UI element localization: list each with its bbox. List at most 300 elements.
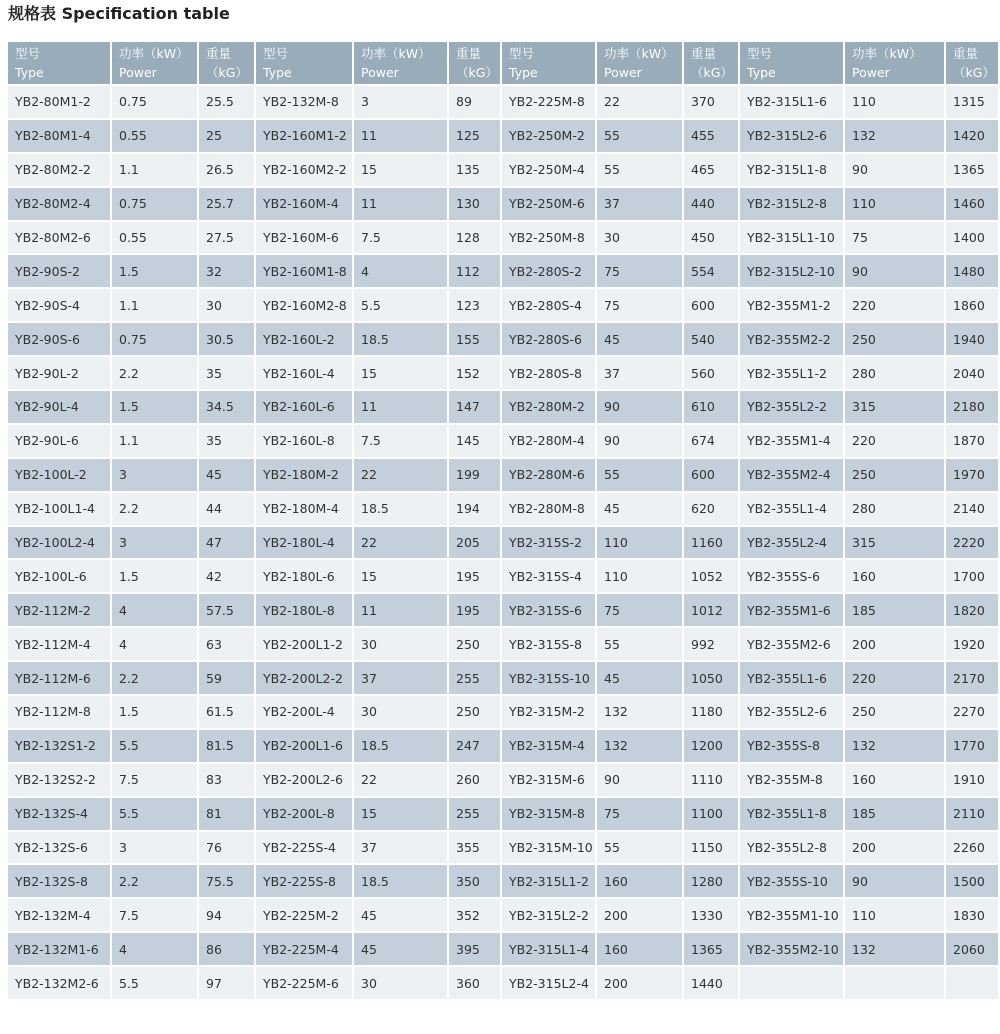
type-cell: YB2-355M1-2 <box>740 289 845 323</box>
weight-cell: 250 <box>449 696 502 730</box>
type-cell: YB2-90S-4 <box>8 289 112 323</box>
weight-cell: 1820 <box>946 594 1000 628</box>
weight-cell: 125 <box>449 120 502 154</box>
weight-cell: 152 <box>449 357 502 391</box>
weight-cell: 59 <box>199 662 256 696</box>
type-cell: YB2-315L2-8 <box>740 188 845 222</box>
weight-cell: 1365 <box>684 933 740 967</box>
type-cell: YB2-355M2-2 <box>740 323 845 357</box>
power-cell: 5.5 <box>112 967 199 1001</box>
power-cell: 315 <box>845 391 946 425</box>
weight-cell: 195 <box>449 594 502 628</box>
power-cell: 200 <box>845 628 946 662</box>
type-cell: YB2-355S-10 <box>740 865 845 899</box>
power-cell: 0.75 <box>112 323 199 357</box>
weight-cell: 1280 <box>684 865 740 899</box>
type-cell: YB2-355M1-10 <box>740 899 845 933</box>
table-row <box>8 222 1000 256</box>
type-cell: YB2-160L-8 <box>256 425 354 459</box>
weight-cell: 135 <box>449 154 502 188</box>
type-cell: YB2-90S-6 <box>8 323 112 357</box>
type-cell: YB2-90S-2 <box>8 255 112 289</box>
type-cell: YB2-315S-10 <box>502 662 597 696</box>
weight-cell: 1480 <box>946 255 1000 289</box>
power-cell: 37 <box>597 188 684 222</box>
type-cell: YB2-200L1-6 <box>256 730 354 764</box>
type-cell: YB2-315S-4 <box>502 560 597 594</box>
type-cell: YB2-315L2-4 <box>502 967 597 1001</box>
header-power-en: Power <box>361 65 399 80</box>
type-cell: YB2-315M-4 <box>502 730 597 764</box>
power-cell: 220 <box>845 289 946 323</box>
weight-cell: 355 <box>449 832 502 866</box>
weight-cell: 2140 <box>946 493 1000 527</box>
type-cell: YB2-250M-6 <box>502 188 597 222</box>
header-type-en: Type <box>263 65 292 80</box>
type-cell: YB2-355L2-8 <box>740 832 845 866</box>
power-cell: 37 <box>354 662 449 696</box>
weight-cell: 1330 <box>684 899 740 933</box>
weight-cell: 25 <box>199 120 256 154</box>
header-power-en: Power <box>604 65 642 80</box>
header-type <box>740 42 845 86</box>
type-cell: YB2-180M-4 <box>256 493 354 527</box>
weight-cell: 81.5 <box>199 730 256 764</box>
header-weight-cn: 重量 <box>456 46 482 61</box>
weight-cell: 123 <box>449 289 502 323</box>
type-cell: YB2-80M2-6 <box>8 222 112 256</box>
table-header <box>8 42 1000 86</box>
type-cell: YB2-225S-8 <box>256 865 354 899</box>
header-type-cn: 型号 <box>747 46 773 61</box>
type-cell: YB2-315L1-8 <box>740 154 845 188</box>
type-cell: YB2-355M2-10 <box>740 933 845 967</box>
type-cell: YB2-355L1-8 <box>740 798 845 832</box>
power-cell: 1.5 <box>112 696 199 730</box>
empty-cell <box>845 967 946 1001</box>
power-cell: 45 <box>597 662 684 696</box>
power-cell: 90 <box>597 764 684 798</box>
header-power-cn: 功率（kW） <box>852 46 922 61</box>
weight-cell: 89 <box>449 86 502 120</box>
table-row <box>8 662 1000 696</box>
power-cell: 110 <box>845 86 946 120</box>
weight-cell: 2040 <box>946 357 1000 391</box>
power-cell: 5.5 <box>354 289 449 323</box>
header-weight-cn: 重量 <box>691 46 717 61</box>
power-cell: 7.5 <box>354 222 449 256</box>
type-cell: YB2-90L-6 <box>8 425 112 459</box>
weight-cell: 128 <box>449 222 502 256</box>
weight-cell: 199 <box>449 459 502 493</box>
weight-cell: 97 <box>199 967 256 1001</box>
type-cell: YB2-355M1-6 <box>740 594 845 628</box>
power-cell: 11 <box>354 188 449 222</box>
spec-table <box>8 42 1000 1001</box>
type-cell: YB2-355L1-6 <box>740 662 845 696</box>
type-cell: YB2-355L1-4 <box>740 493 845 527</box>
power-cell: 185 <box>845 798 946 832</box>
weight-cell: 30.5 <box>199 323 256 357</box>
weight-cell: 1150 <box>684 832 740 866</box>
weight-cell: 370 <box>684 86 740 120</box>
weight-cell: 1200 <box>684 730 740 764</box>
power-cell: 90 <box>597 425 684 459</box>
power-cell: 160 <box>845 764 946 798</box>
page-title: 规格表 Specification table <box>8 4 230 23</box>
type-cell: YB2-160L-6 <box>256 391 354 425</box>
type-cell: YB2-315L1-4 <box>502 933 597 967</box>
weight-cell: 455 <box>684 120 740 154</box>
weight-cell: 47 <box>199 527 256 561</box>
power-cell: 30 <box>597 222 684 256</box>
power-cell: 18.5 <box>354 865 449 899</box>
type-cell: YB2-112M-8 <box>8 696 112 730</box>
weight-cell: 205 <box>449 527 502 561</box>
weight-cell: 1770 <box>946 730 1000 764</box>
type-cell: YB2-315S-2 <box>502 527 597 561</box>
power-cell: 220 <box>845 662 946 696</box>
table-row <box>8 628 1000 662</box>
table-row <box>8 865 1000 899</box>
type-cell: YB2-132M2-6 <box>8 967 112 1001</box>
power-cell: 2.2 <box>112 662 199 696</box>
weight-cell: 600 <box>684 289 740 323</box>
power-cell: 7.5 <box>112 764 199 798</box>
type-cell: YB2-250M-2 <box>502 120 597 154</box>
weight-cell: 25.7 <box>199 188 256 222</box>
power-cell: 22 <box>354 527 449 561</box>
type-cell: YB2-315L1-10 <box>740 222 845 256</box>
type-cell: YB2-355M2-6 <box>740 628 845 662</box>
weight-cell: 2110 <box>946 798 1000 832</box>
type-cell: YB2-280S-4 <box>502 289 597 323</box>
type-cell: YB2-80M1-4 <box>8 120 112 154</box>
table-row <box>8 391 1000 425</box>
weight-cell: 1420 <box>946 120 1000 154</box>
header-type-en: Type <box>509 65 538 80</box>
type-cell: YB2-225S-4 <box>256 832 354 866</box>
type-cell: YB2-280M-8 <box>502 493 597 527</box>
power-cell: 2.2 <box>112 357 199 391</box>
weight-cell: 61.5 <box>199 696 256 730</box>
power-cell: 160 <box>597 933 684 967</box>
weight-cell: 83 <box>199 764 256 798</box>
type-cell: YB2-315M-2 <box>502 696 597 730</box>
power-cell: 4 <box>112 628 199 662</box>
power-cell: 0.75 <box>112 86 199 120</box>
type-cell: YB2-250M-8 <box>502 222 597 256</box>
table-row <box>8 86 1000 120</box>
type-cell: YB2-80M2-2 <box>8 154 112 188</box>
type-cell: YB2-160M1-8 <box>256 255 354 289</box>
weight-cell: 27.5 <box>199 222 256 256</box>
table-row <box>8 967 1000 1001</box>
type-cell: YB2-355S-8 <box>740 730 845 764</box>
type-cell: YB2-132S2-2 <box>8 764 112 798</box>
power-cell: 160 <box>845 560 946 594</box>
power-cell: 18.5 <box>354 323 449 357</box>
power-cell: 11 <box>354 120 449 154</box>
weight-cell: 395 <box>449 933 502 967</box>
type-cell: YB2-180L-4 <box>256 527 354 561</box>
table-body <box>8 86 1000 1001</box>
header-row <box>8 42 1000 86</box>
weight-cell: 1910 <box>946 764 1000 798</box>
weight-cell: 2270 <box>946 696 1000 730</box>
table-row <box>8 560 1000 594</box>
type-cell: YB2-132M1-6 <box>8 933 112 967</box>
type-cell: YB2-355M2-4 <box>740 459 845 493</box>
type-cell: YB2-315L1-6 <box>740 86 845 120</box>
power-cell: 132 <box>845 730 946 764</box>
table-row <box>8 527 1000 561</box>
power-cell: 75 <box>597 255 684 289</box>
weight-cell: 247 <box>449 730 502 764</box>
power-cell: 45 <box>354 899 449 933</box>
power-cell: 30 <box>354 696 449 730</box>
type-cell: YB2-225M-4 <box>256 933 354 967</box>
table-row <box>8 730 1000 764</box>
header-power-en: Power <box>852 65 890 80</box>
power-cell: 2.2 <box>112 865 199 899</box>
type-cell: YB2-200L2-2 <box>256 662 354 696</box>
power-cell: 250 <box>845 459 946 493</box>
header-weight <box>946 42 1000 86</box>
type-cell: YB2-200L2-6 <box>256 764 354 798</box>
weight-cell: 450 <box>684 222 740 256</box>
type-cell: YB2-315S-8 <box>502 628 597 662</box>
power-cell: 220 <box>845 425 946 459</box>
weight-cell: 255 <box>449 662 502 696</box>
weight-cell: 81 <box>199 798 256 832</box>
weight-cell: 1940 <box>946 323 1000 357</box>
power-cell: 90 <box>845 154 946 188</box>
power-cell: 90 <box>597 391 684 425</box>
header-power-en: Power <box>119 65 157 80</box>
weight-cell: 2180 <box>946 391 1000 425</box>
type-cell: YB2-160L-4 <box>256 357 354 391</box>
type-cell: YB2-200L-8 <box>256 798 354 832</box>
type-cell: YB2-315L1-2 <box>502 865 597 899</box>
header-type <box>502 42 597 86</box>
power-cell: 250 <box>845 696 946 730</box>
type-cell: YB2-100L-2 <box>8 459 112 493</box>
power-cell: 132 <box>845 120 946 154</box>
type-cell: YB2-160M2-2 <box>256 154 354 188</box>
type-cell: YB2-132M-4 <box>8 899 112 933</box>
power-cell: 110 <box>597 560 684 594</box>
weight-cell: 30 <box>199 289 256 323</box>
weight-cell: 42 <box>199 560 256 594</box>
header-power-cn: 功率（kW） <box>361 46 431 61</box>
power-cell: 160 <box>597 865 684 899</box>
type-cell: YB2-315L2-10 <box>740 255 845 289</box>
weight-cell: 57.5 <box>199 594 256 628</box>
table-row <box>8 459 1000 493</box>
power-cell: 30 <box>354 628 449 662</box>
type-cell: YB2-225M-8 <box>502 86 597 120</box>
weight-cell: 1315 <box>946 86 1000 120</box>
weight-cell: 35 <box>199 425 256 459</box>
header-type <box>256 42 354 86</box>
weight-cell: 145 <box>449 425 502 459</box>
power-cell: 132 <box>597 730 684 764</box>
power-cell: 4 <box>112 933 199 967</box>
type-cell: YB2-160M1-2 <box>256 120 354 154</box>
weight-cell: 76 <box>199 832 256 866</box>
power-cell: 280 <box>845 493 946 527</box>
power-cell: 1.1 <box>112 425 199 459</box>
type-cell: YB2-132M-8 <box>256 86 354 120</box>
table-row <box>8 764 1000 798</box>
power-cell: 2.2 <box>112 493 199 527</box>
type-cell: YB2-280M-6 <box>502 459 597 493</box>
power-cell: 110 <box>845 899 946 933</box>
power-cell: 132 <box>845 933 946 967</box>
table-row <box>8 832 1000 866</box>
header-type <box>8 42 112 86</box>
type-cell: YB2-160M2-8 <box>256 289 354 323</box>
type-cell: YB2-250M-4 <box>502 154 597 188</box>
weight-cell: 350 <box>449 865 502 899</box>
power-cell: 1.5 <box>112 255 199 289</box>
power-cell: 55 <box>597 459 684 493</box>
power-cell: 45 <box>597 323 684 357</box>
weight-cell: 147 <box>449 391 502 425</box>
weight-cell: 360 <box>449 967 502 1001</box>
header-power <box>112 42 199 86</box>
power-cell: 0.55 <box>112 222 199 256</box>
power-cell: 0.55 <box>112 120 199 154</box>
type-cell: YB2-355M-8 <box>740 764 845 798</box>
power-cell: 11 <box>354 594 449 628</box>
header-weight-en: （kG） <box>691 65 733 80</box>
power-cell: 3 <box>112 527 199 561</box>
spec-table-container <box>8 42 1000 1001</box>
power-cell: 5.5 <box>112 798 199 832</box>
table-row <box>8 154 1000 188</box>
table-row <box>8 323 1000 357</box>
power-cell: 15 <box>354 357 449 391</box>
type-cell: YB2-160M-4 <box>256 188 354 222</box>
type-cell: YB2-280S-6 <box>502 323 597 357</box>
power-cell: 3 <box>112 832 199 866</box>
table-row <box>8 289 1000 323</box>
header-type-cn: 型号 <box>15 46 41 61</box>
type-cell: YB2-355L2-4 <box>740 527 845 561</box>
header-type-en: Type <box>747 65 776 80</box>
weight-cell: 1100 <box>684 798 740 832</box>
weight-cell: 554 <box>684 255 740 289</box>
weight-cell: 260 <box>449 764 502 798</box>
power-cell: 18.5 <box>354 493 449 527</box>
power-cell: 0.75 <box>112 188 199 222</box>
weight-cell: 600 <box>684 459 740 493</box>
table-row <box>8 493 1000 527</box>
type-cell: YB2-355S-6 <box>740 560 845 594</box>
weight-cell: 94 <box>199 899 256 933</box>
type-cell: YB2-315M-8 <box>502 798 597 832</box>
table-row <box>8 933 1000 967</box>
type-cell: YB2-160L-2 <box>256 323 354 357</box>
power-cell: 55 <box>597 154 684 188</box>
type-cell: YB2-280M-2 <box>502 391 597 425</box>
header-power-cn: 功率（kW） <box>604 46 674 61</box>
power-cell: 1.5 <box>112 391 199 425</box>
type-cell: YB2-112M-2 <box>8 594 112 628</box>
header-weight-en: （kG） <box>206 65 248 80</box>
power-cell: 250 <box>845 323 946 357</box>
type-cell: YB2-132S-4 <box>8 798 112 832</box>
weight-cell: 560 <box>684 357 740 391</box>
table-row <box>8 425 1000 459</box>
table-row <box>8 798 1000 832</box>
power-cell: 15 <box>354 798 449 832</box>
weight-cell: 2260 <box>946 832 1000 866</box>
weight-cell: 44 <box>199 493 256 527</box>
power-cell: 110 <box>845 188 946 222</box>
table-row <box>8 696 1000 730</box>
type-cell: YB2-180M-2 <box>256 459 354 493</box>
weight-cell: 620 <box>684 493 740 527</box>
type-cell: YB2-355L2-6 <box>740 696 845 730</box>
weight-cell: 130 <box>449 188 502 222</box>
type-cell: YB2-280S-8 <box>502 357 597 391</box>
header-type-cn: 型号 <box>263 46 289 61</box>
power-cell: 1.1 <box>112 289 199 323</box>
type-cell: YB2-280M-4 <box>502 425 597 459</box>
weight-cell: 1110 <box>684 764 740 798</box>
power-cell: 37 <box>597 357 684 391</box>
header-power <box>354 42 449 86</box>
power-cell: 22 <box>354 459 449 493</box>
weight-cell: 255 <box>449 798 502 832</box>
power-cell: 5.5 <box>112 730 199 764</box>
power-cell: 18.5 <box>354 730 449 764</box>
power-cell: 22 <box>597 86 684 120</box>
power-cell: 3 <box>354 86 449 120</box>
type-cell: YB2-100L-6 <box>8 560 112 594</box>
weight-cell: 75.5 <box>199 865 256 899</box>
header-weight <box>199 42 256 86</box>
weight-cell: 1830 <box>946 899 1000 933</box>
power-cell: 45 <box>354 933 449 967</box>
weight-cell: 32 <box>199 255 256 289</box>
type-cell: YB2-355L2-2 <box>740 391 845 425</box>
weight-cell: 34.5 <box>199 391 256 425</box>
power-cell: 185 <box>845 594 946 628</box>
power-cell: 7.5 <box>112 899 199 933</box>
weight-cell: 1365 <box>946 154 1000 188</box>
power-cell: 200 <box>597 899 684 933</box>
header-type-en: Type <box>15 65 44 80</box>
empty-cell <box>946 967 1000 1001</box>
power-cell: 75 <box>597 289 684 323</box>
power-cell: 110 <box>597 527 684 561</box>
weight-cell: 195 <box>449 560 502 594</box>
weight-cell: 1180 <box>684 696 740 730</box>
header-weight-cn: 重量 <box>953 46 979 61</box>
table-row <box>8 594 1000 628</box>
header-power-cn: 功率（kW） <box>119 46 189 61</box>
weight-cell: 1500 <box>946 865 1000 899</box>
power-cell: 90 <box>845 865 946 899</box>
weight-cell: 352 <box>449 899 502 933</box>
type-cell: YB2-315M-10 <box>502 832 597 866</box>
type-cell: YB2-355M1-4 <box>740 425 845 459</box>
power-cell: 15 <box>354 560 449 594</box>
